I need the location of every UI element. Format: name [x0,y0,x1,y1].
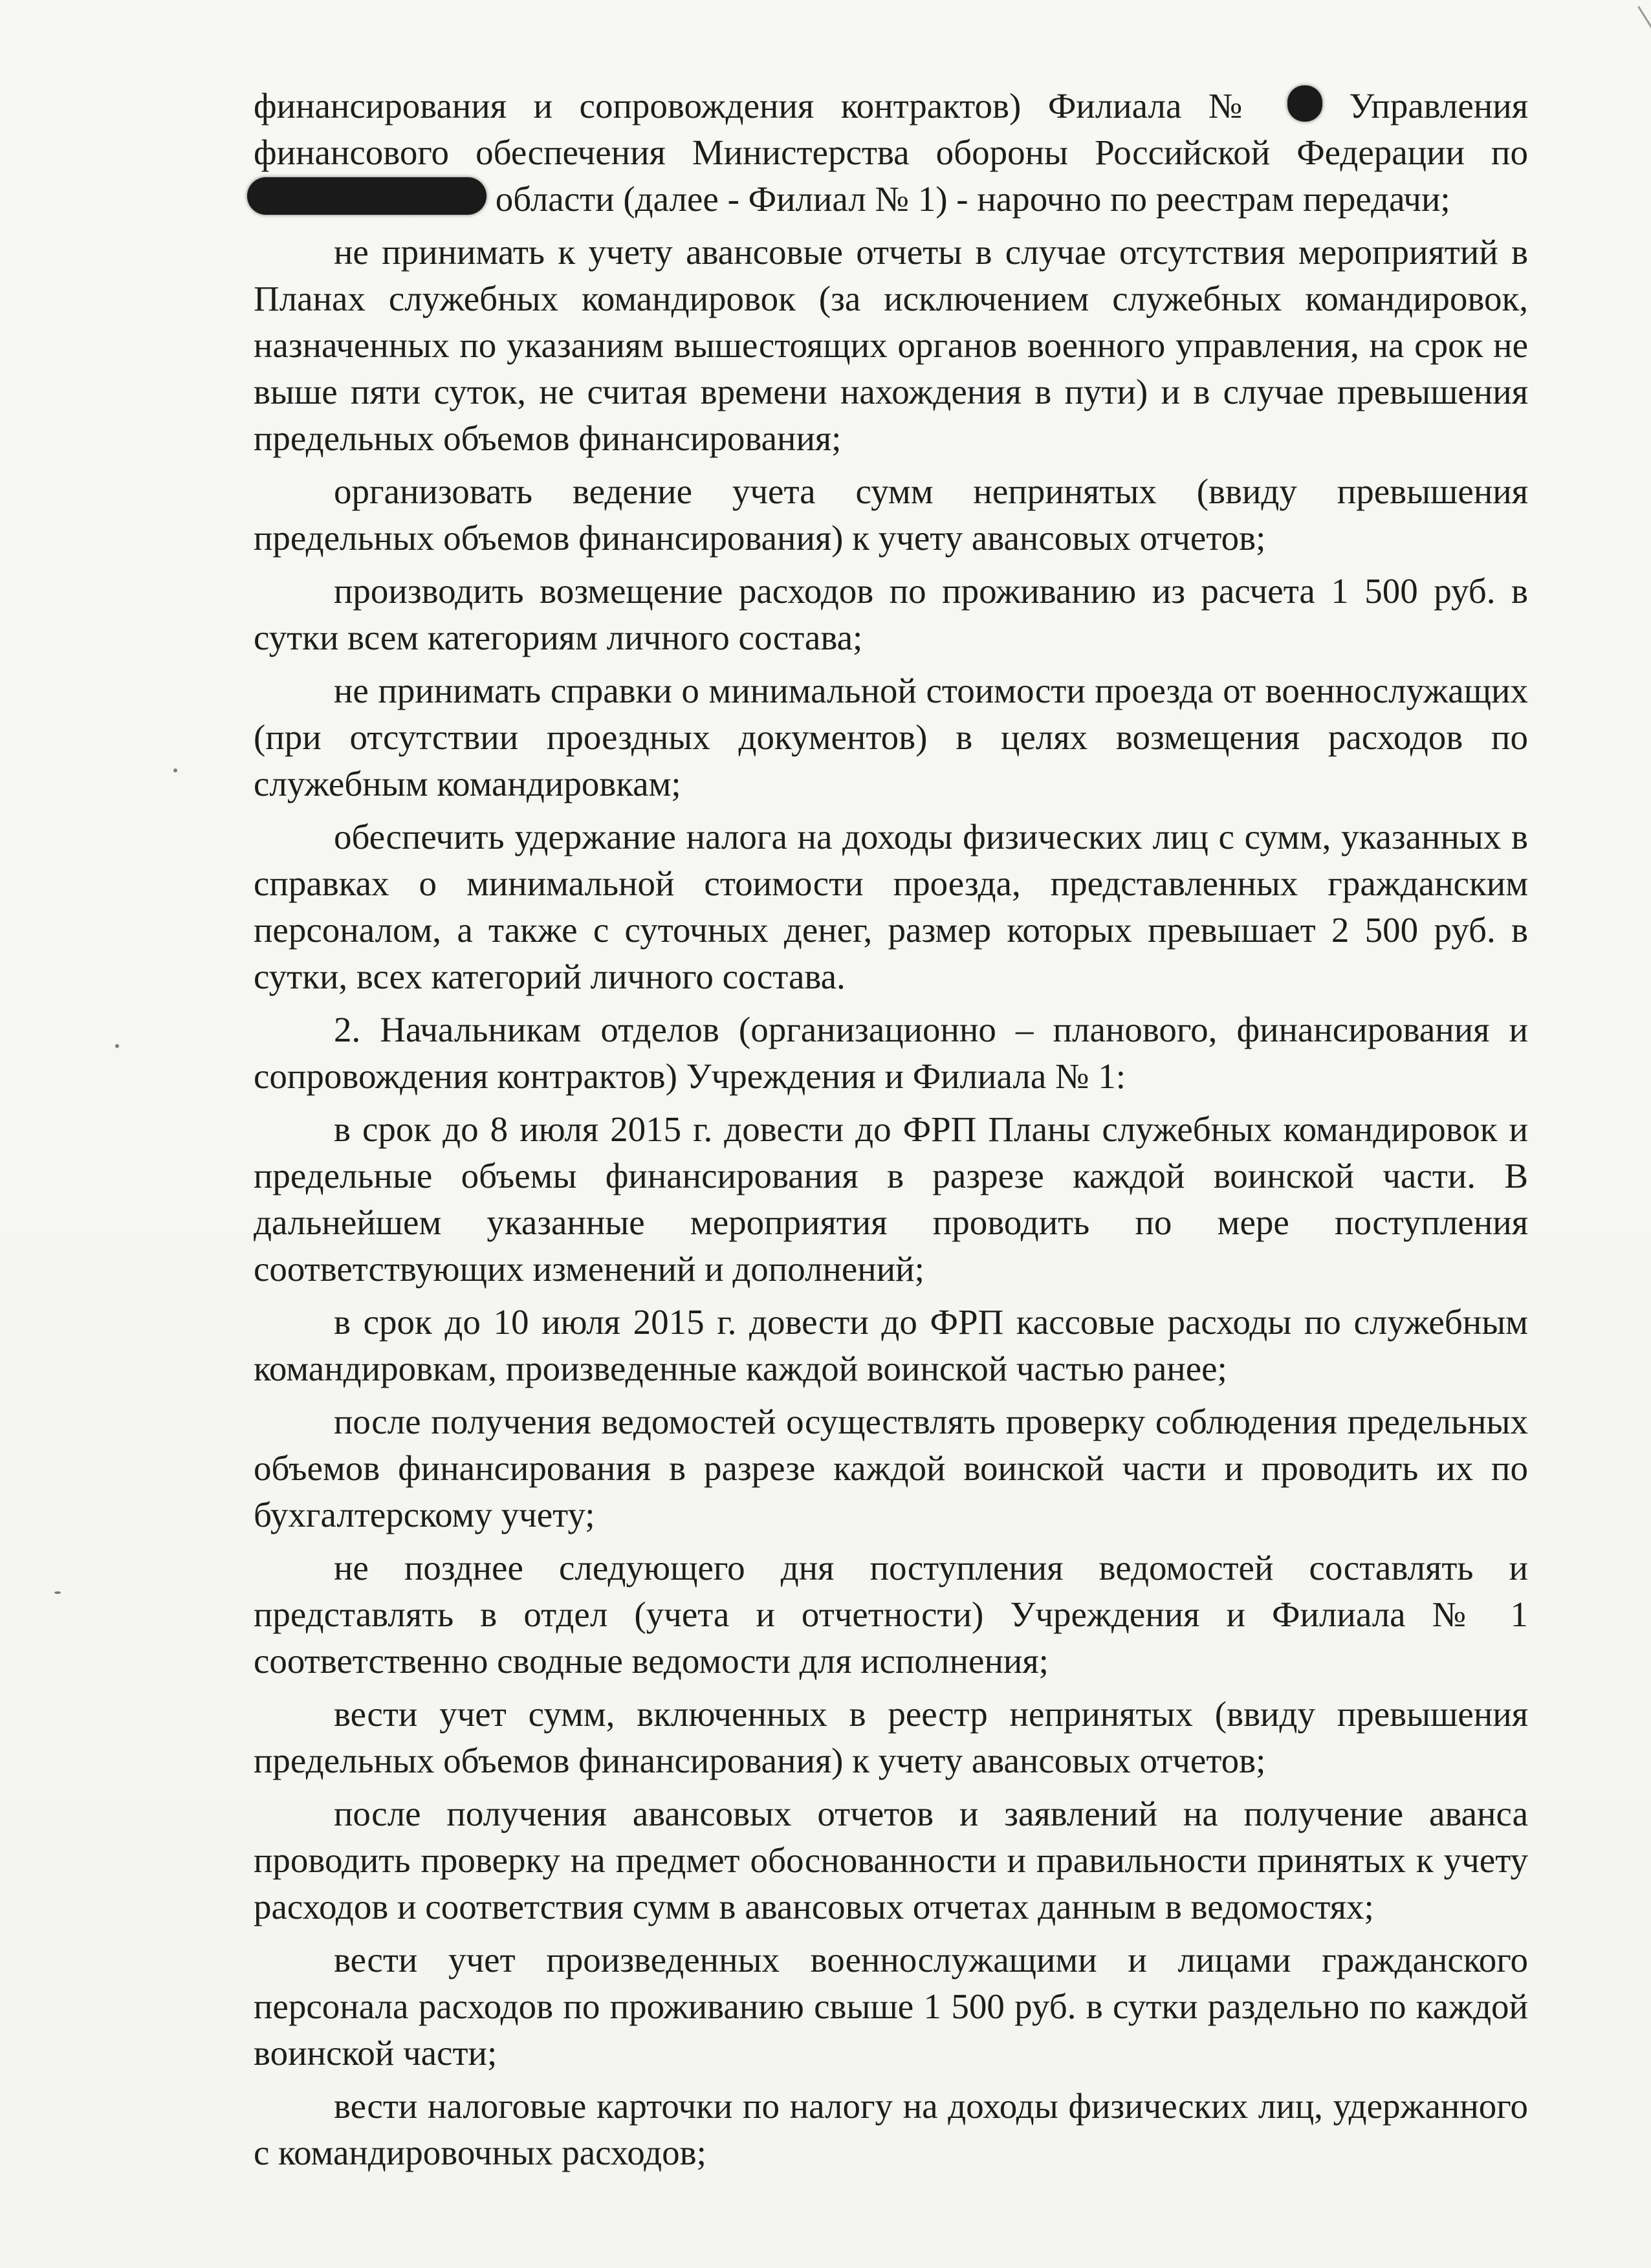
paragraph: вести налоговые карточки по налогу на доходы физических лиц, удержанного с командировочных расходов; [254,2086,1528,2172]
scan-speck [115,1044,119,1048]
redaction-mark [247,177,487,215]
paragraph: производить возмещение расходов по проживанию из расчета 1 500 руб. в сутки всем категориям личного состава; [254,571,1528,657]
redaction-mark [1287,85,1322,122]
paragraph: не позднее следующего дня поступления ведомостей составлять и представлять в отдел (учета и отчетности) Учреждения и Филиала № 1 соответственно сводные ведомости для исполнения; [254,1548,1528,1681]
scan-speck [54,1591,61,1594]
scan-speck [173,769,177,772]
paragraph-numbered-item: 2. Начальникам отделов (организационно – планового, финансирования и сопровождения контрактов) Учреждения и Филиала № 1: [254,1010,1528,1096]
paragraph: после получения ведомостей осуществлять проверку соблюдения предельных объемов финансирования в разрезе каждой воинской части и проводить их по бухгалтерскому учету; [254,1402,1528,1534]
paragraph: вести учет сумм, включенных в реестр непринятых (ввиду превышения предельных объемов финансирования) к учету авансовых отчетов; [254,1694,1528,1780]
document-body [254,83,1528,2176]
paragraph-continuation [254,83,1528,223]
page-corner-crease [1637,6,1651,42]
paragraph: не принимать справки о минимальной стоимости проезда от военнослужащих (при отсутствии проездных документов) в целях возмещения расходов по служебным командировкам; [254,671,1528,803]
paragraph: не принимать к учету авансовые отчеты в случае отсутствия мероприятий в Планах служебных командировок (за исключением служебных командировок, назначенных по указаниям вышестоящих органов военного управления, на срок не выше пяти суток, не считая времени нахождения в пути) и в случае превышения предельных объемов финансирования; [254,232,1528,458]
paragraph: организовать ведение учета сумм непринятых (ввиду превышения предельных объемов финансирования) к учету авансовых отчетов; [254,472,1528,558]
paragraph: в срок до 10 июля 2015 г. довести до ФРП кассовые расходы по служебным командировкам, произведенные каждой воинской частью ранее; [254,1302,1528,1388]
paragraph: вести учет произведенных военнослужащими и лицами гражданского персонала расходов по проживанию свыше 1 500 руб. в сутки раздельно по каждой воинской части; [254,1940,1528,2073]
text-fragment: финансирования и сопровождения контрактов) Филиала № [254,86,1287,125]
paragraph: в срок до 8 июля 2015 г. довести до ФРП Планы служебных командировок и предельные объемы финансирования в разрезе каждой воинской части. В дальнейшем указанные мероприятия проводить по мере поступления соответствующих изменений и дополнений; [254,1109,1528,1289]
text-fragment: области (далее - Филиал № 1) - нарочно по реестрам передачи; [487,179,1450,219]
paragraph: после получения авансовых отчетов и заявлений на получение аванса проводить проверку на предмет обоснованности и правильности принятых к учету расходов и соответствия сумм в авансовых отчетах данным в ведомостях; [254,1794,1528,1926]
paragraph: обеспечить удержание налога на доходы физических лиц с сумм, указанных в справках о минимальной стоимости проезда, представленных гражданским персоналом, а также с суточных денег, размер которых превышает 2 500 руб. в сутки, всех категорий личного состава. [254,817,1528,996]
text-fragment: Управления финансового обеспечения Министерства обороны Российской Федерации по [254,86,1528,172]
